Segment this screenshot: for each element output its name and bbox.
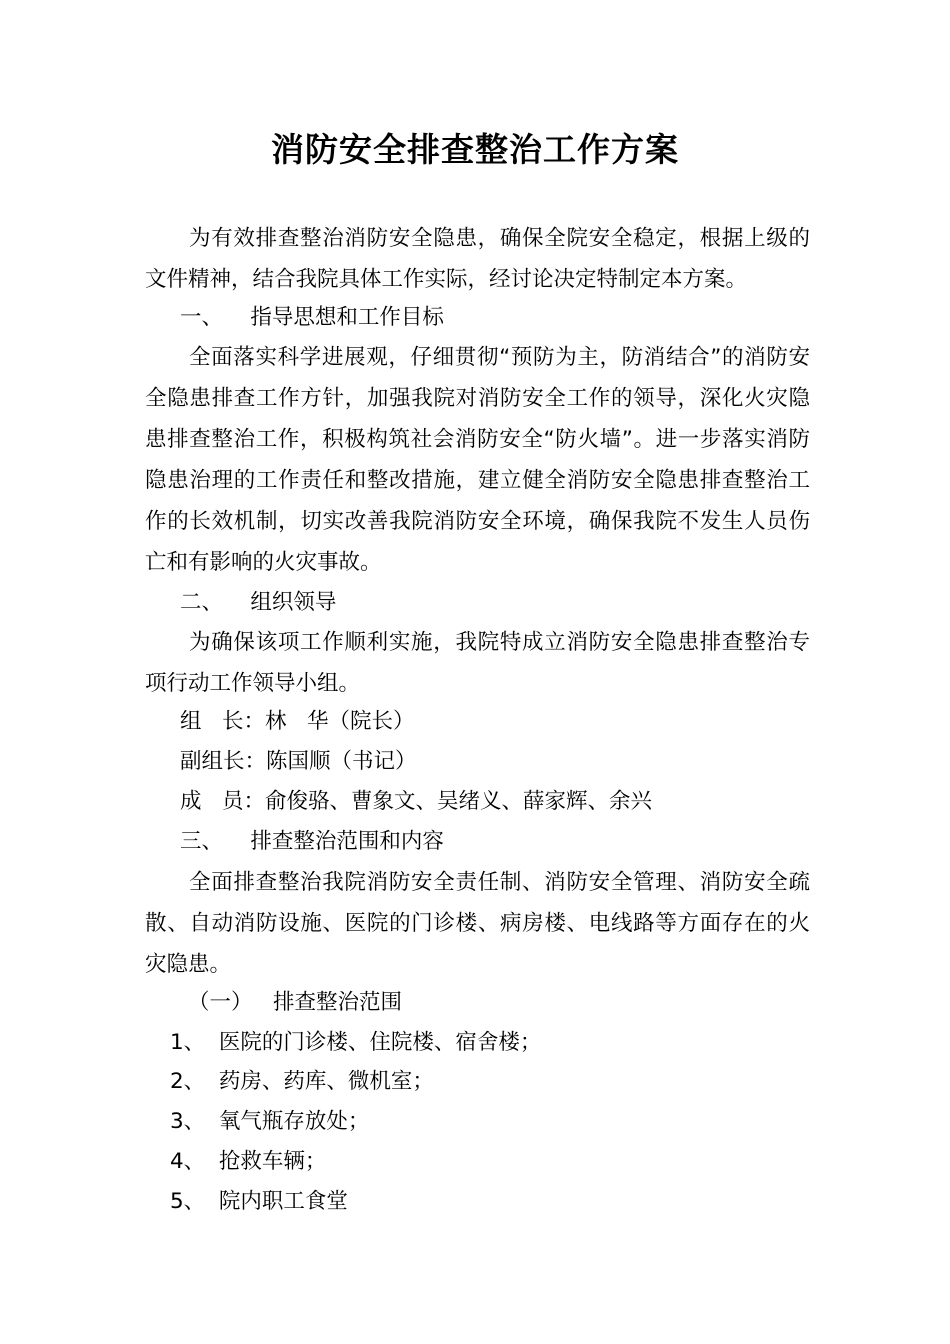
leader-line: 组 长：林 华（院长） bbox=[180, 709, 415, 734]
list-item: 5、 院内职工食堂 bbox=[170, 1189, 348, 1214]
section-heading-2: 二、 组织领导 bbox=[180, 590, 337, 615]
subsection-heading: （一） 排查整治范围 bbox=[188, 990, 403, 1015]
deputy-leader-line: 副组长：陈国顺（书记） bbox=[180, 749, 417, 774]
section-body-3: 全面排查整治我院消防安全责任制、消防安全管理、消防安全疏散、自动消防设施、医院的门诊楼、病房楼、电线路等方面存在的火灾隐患。 bbox=[145, 870, 810, 977]
list-item: 4、 抢救车辆； bbox=[170, 1149, 327, 1174]
members-line: 成 员：俞俊骆、曹象文、吴绪义、薛家辉、余兴 bbox=[180, 789, 653, 814]
intro-paragraph: 为有效排查整治消防安全隐患，确保全院安全稳定，根据上级的文件精神，结合我院具体工作实际，经讨论决定特制定本方案。 bbox=[145, 226, 810, 292]
list-item: 2、 药房、药库、微机室； bbox=[170, 1069, 434, 1094]
section-heading-3: 三、 排查整治范围和内容 bbox=[180, 829, 444, 854]
list-item: 1、 医院的门诊楼、住院楼、宿舍楼； bbox=[170, 1030, 542, 1055]
document-title: 消防安全排查整治工作方案 bbox=[271, 130, 679, 169]
section-body-1: 全面落实科学进展观，仔细贯彻“预防为主，防消结合”的消防安全隐患排查工作方针，加强我院对消防安全工作的领导，深化火灾隐患排查整治工作，积极构筑社会消防安全“防火墙”。进一步落实消防隐患治理的工作责任和整改措施，建立健全消防安全隐患排查整治工作的长效机制，切实改善我院消防安全环境，确保我院不发生人员伤亡和有影响的火灾事故。 bbox=[145, 345, 810, 575]
list-item: 3、 氧气瓶存放处； bbox=[170, 1109, 370, 1134]
section-body-2: 为确保该项工作顺利实施，我院特成立消防安全隐患排查整治专项行动工作领导小组。 bbox=[145, 630, 810, 696]
section-heading-1: 一、 指导思想和工作目标 bbox=[180, 305, 444, 330]
